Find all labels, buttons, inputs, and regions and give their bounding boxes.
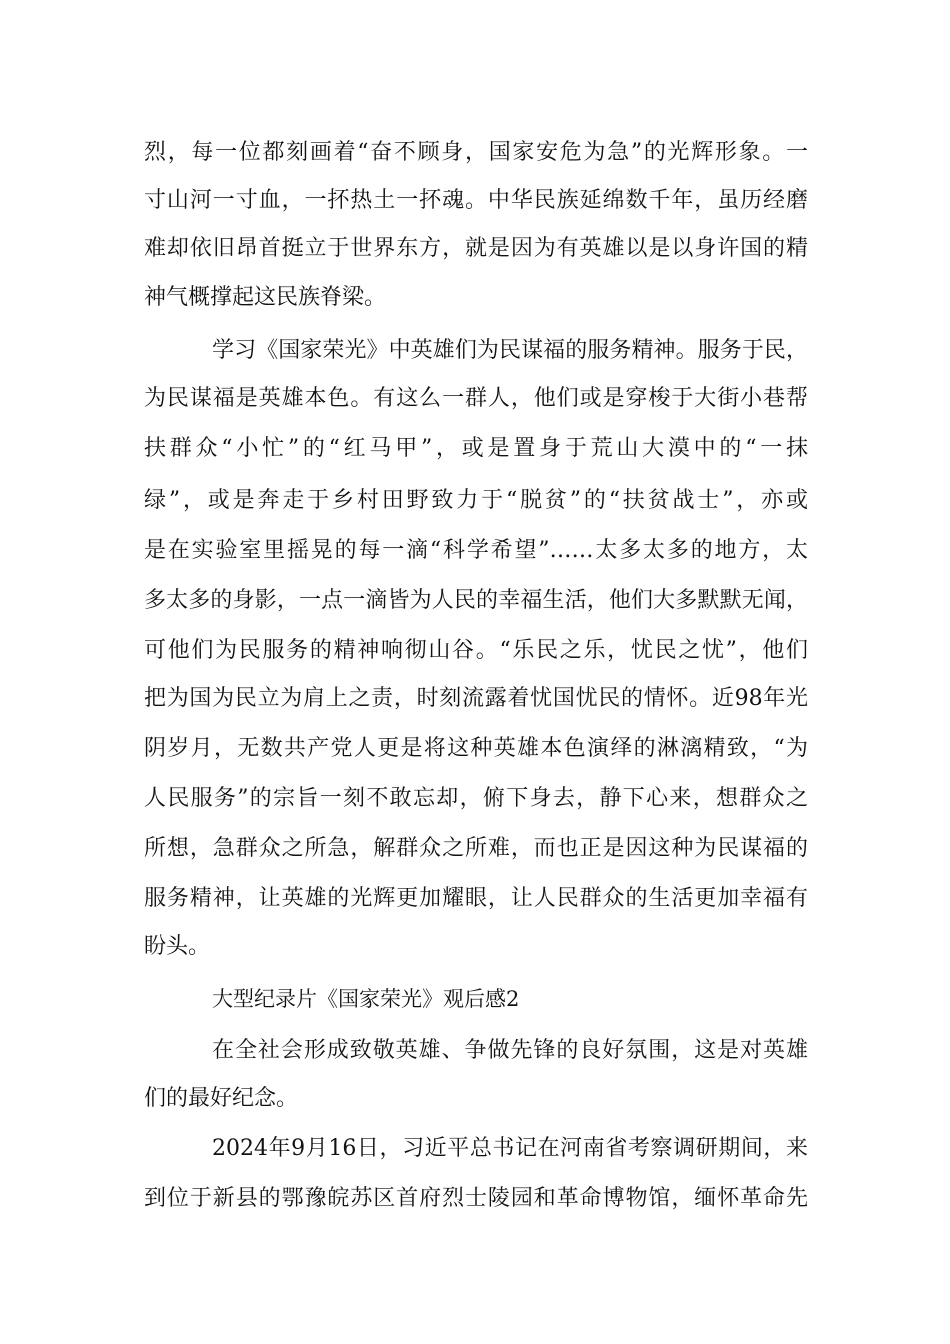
text-line: 服务精神，让英雄的光辉更加耀眼，让人民群众的生活更加幸福有 bbox=[144, 886, 808, 911]
text-line: 绿”，或是奔走于乡村田野致力于“脱贫”的“扶贫战士”，亦或 bbox=[144, 488, 808, 513]
text-line: 为民谋福是英雄本色。有这么一群人，他们或是穿梭于大街小巷帮 bbox=[144, 386, 808, 411]
text-line: 神气概撑起这民族脊梁。 bbox=[144, 285, 387, 310]
text-line: 寸山河一寸血，一抔热土一抔魂。中华民族延绵数千年，虽历经磨 bbox=[144, 188, 808, 213]
text-line: 们的最好纪念。 bbox=[144, 1086, 299, 1111]
text-line: 把为国为民立为肩上之责，时刻流露着忧国忧民的情怀。近98年光 bbox=[144, 686, 808, 711]
text-line: 可他们为民服务的精神响彻山谷。“乐民之乐，忧民之忧”，他们 bbox=[144, 638, 808, 663]
text-line: 烈，每一位都刻画着“奋不顾身，国家安危为急”的光辉形象。一 bbox=[144, 140, 808, 165]
paragraph-start-line: 2024年9月16日，习近平总书记在河南省考察调研期间，来 bbox=[212, 1136, 808, 1161]
text-line: 到位于新县的鄂豫皖苏区首府烈士陵园和革命博物馆，缅怀革命先 bbox=[144, 1186, 808, 1211]
text-line: 盼头。 bbox=[144, 934, 211, 959]
text-line: 扶群众“小忙”的“红马甲”，或是置身于荒山大漠中的“一抹 bbox=[144, 436, 808, 461]
text-line: 人民服务”的宗旨一刻不敢忘却，俯下身去，静下心来，想群众之 bbox=[144, 786, 808, 811]
paragraph-start-line: 学习《国家荣光》中英雄们为民谋福的服务精神。服务于民， bbox=[212, 338, 808, 363]
text-line: 所想，急群众之所急，解群众之所难，而也正是因这种为民谋福的 bbox=[144, 836, 808, 861]
text-line: 难却依旧昂首挺立于世界东方，就是因为有英雄以是以身许国的精 bbox=[144, 236, 808, 261]
text-line: 阴岁月，无数共产党人更是将这种英雄本色演绎的淋漓精致，“为 bbox=[144, 736, 808, 761]
text-line: 多太多的身影，一点一滴皆为人民的幸福生活，他们大多默默无闻， bbox=[144, 588, 808, 613]
section-heading: 大型纪录片《国家荣光》观后感2 bbox=[212, 987, 520, 1011]
paragraph-start-line: 在全社会形成致敬英雄、争做先锋的良好氛围，这是对英雄 bbox=[212, 1038, 808, 1063]
text-line: 是在实验室里摇晃的每一滴“科学希望”……太多太多的地方，太 bbox=[144, 538, 808, 563]
